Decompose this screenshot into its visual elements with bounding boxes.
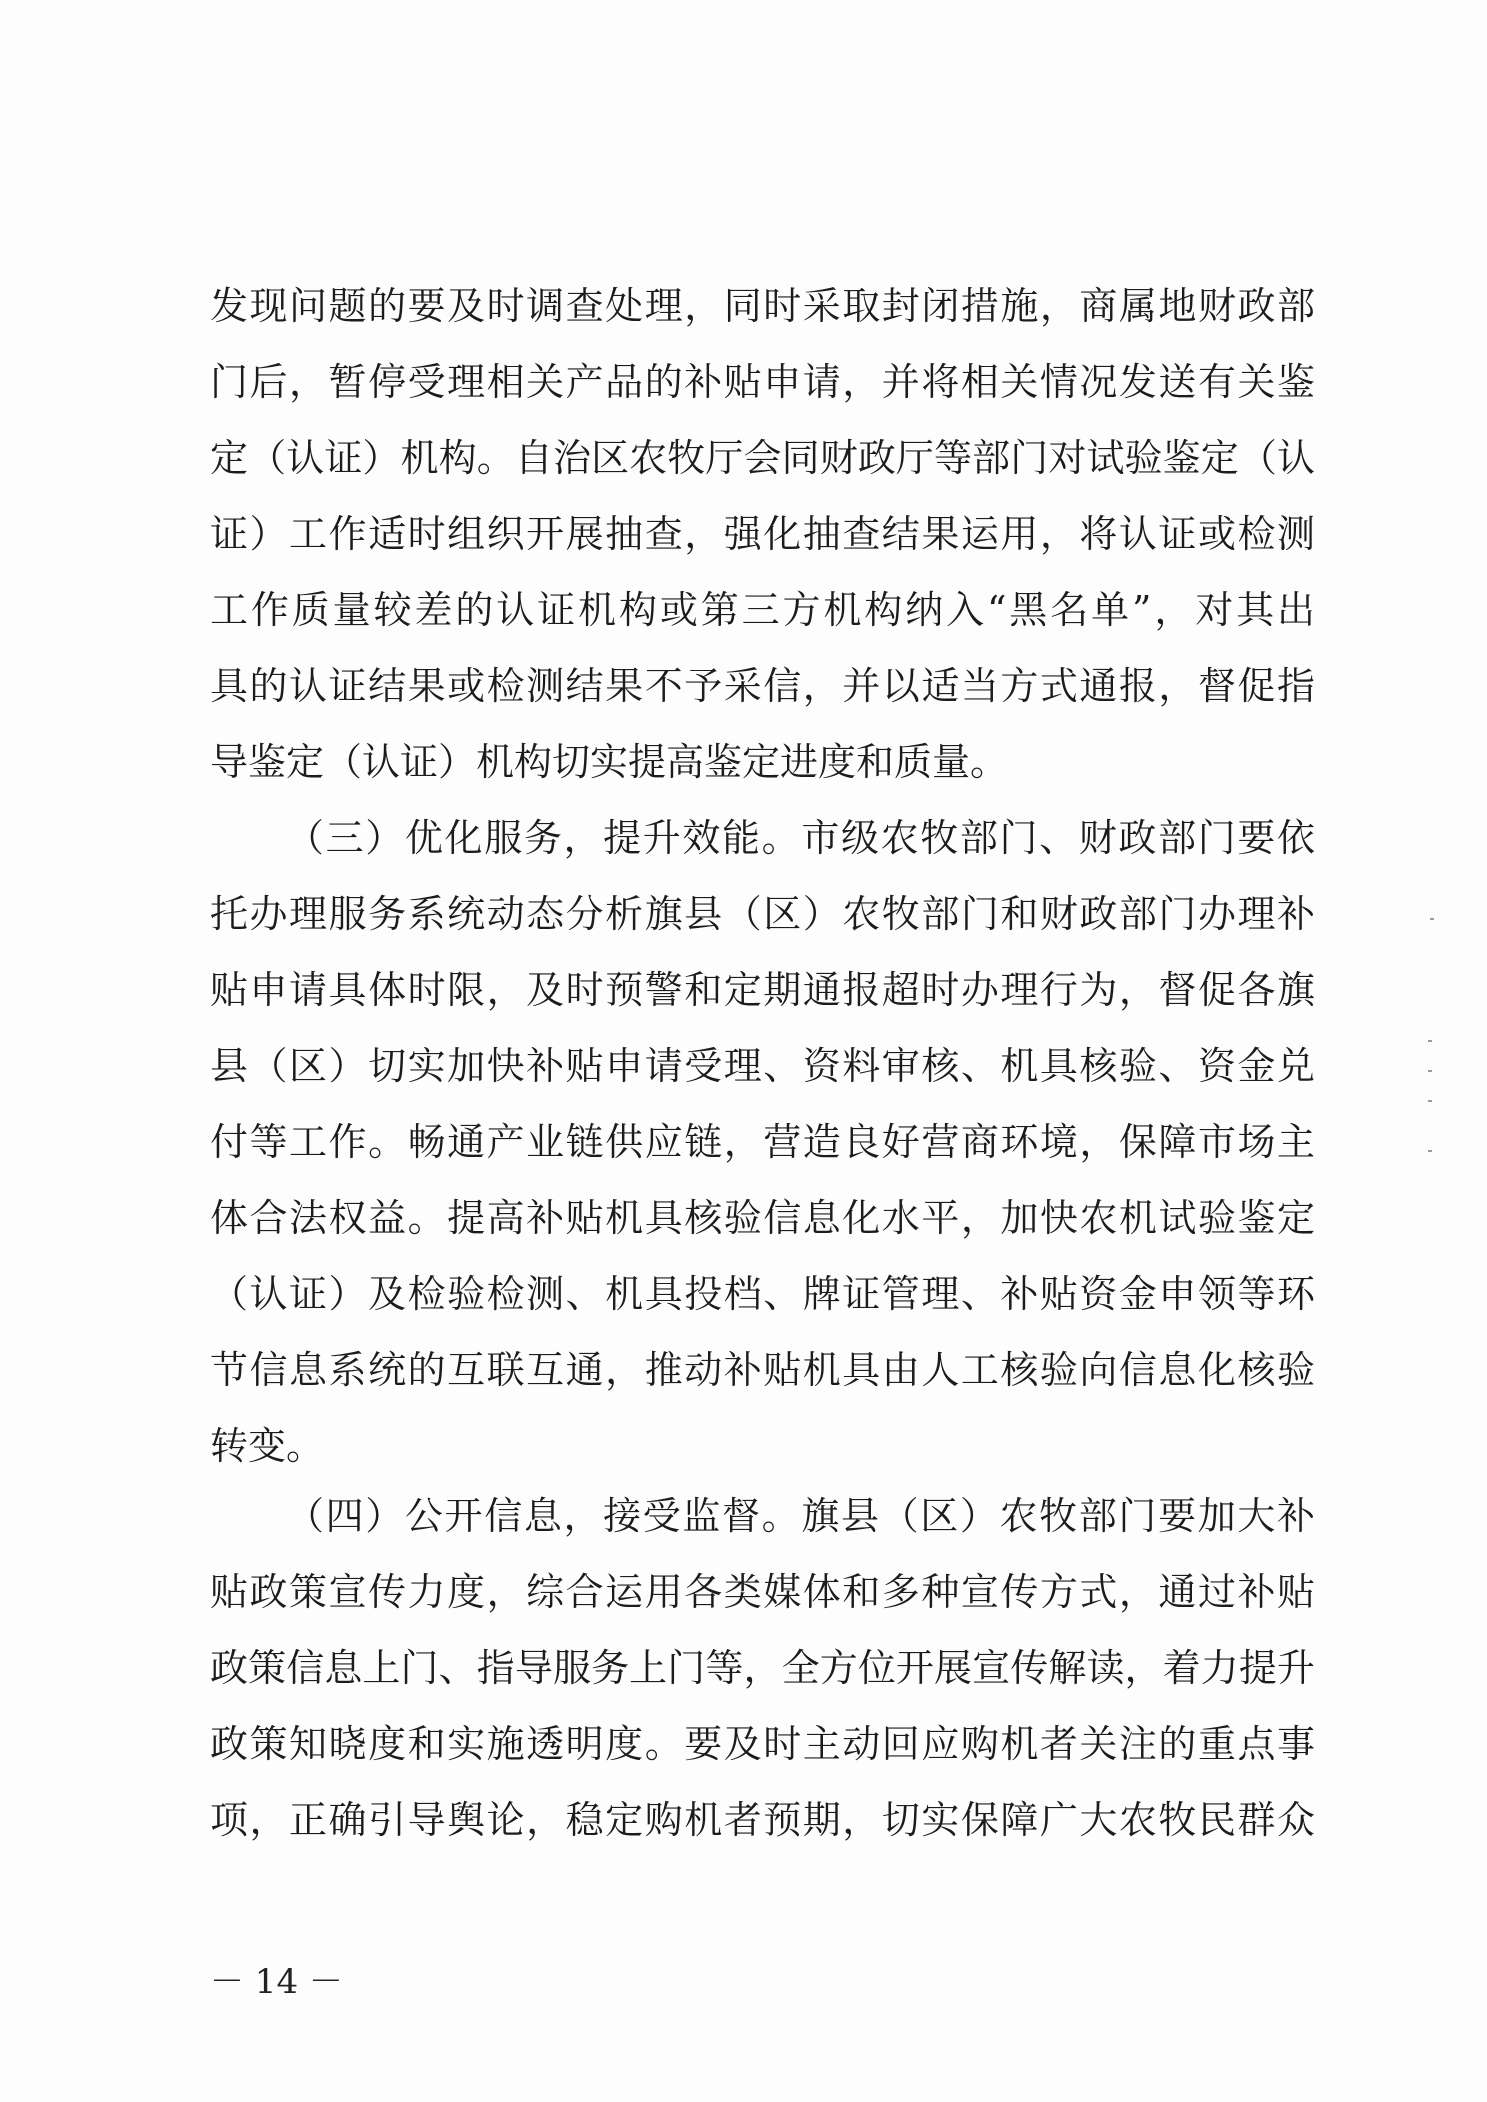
text-line: 发现问题的要及时调查处理，同时采取封闭措施，商属地财政部 xyxy=(210,284,1315,328)
text-line: 门后，暂停受理相关产品的补贴申请，并将相关情况发送有关鉴 xyxy=(210,360,1315,404)
scan-speck xyxy=(1428,1070,1432,1072)
text-line: 节信息系统的互联互通，推动补贴机具由人工核验向信息化核验 xyxy=(210,1348,1315,1392)
text-line: 贴申请具体时限，及时预警和定期通报超时办理行为，督促各旗 xyxy=(210,968,1315,1012)
text-line: （三）优化服务，提升效能。市级农牧部门、财政部门要依 xyxy=(286,816,1315,860)
text-line: 转变。 xyxy=(210,1424,325,1468)
text-line: 政策信息上门、指导服务上门等，全方位开展宣传解读，着力提升 xyxy=(210,1646,1315,1690)
text-line: 政策知晓度和实施透明度。要及时主动回应购机者关注的重点事 xyxy=(210,1722,1315,1766)
text-line: 贴政策宣传力度，综合运用各类媒体和多种宣传方式，通过补贴 xyxy=(210,1570,1315,1614)
text-line: 付等工作。畅通产业链供应链，营造良好营商环境，保障市场主 xyxy=(210,1120,1315,1164)
text-line: 托办理服务系统动态分析旗县（区）农牧部门和财政部门办理补 xyxy=(210,892,1315,936)
scan-speck xyxy=(1430,918,1434,920)
text-line: 具的认证结果或检测结果不予采信，并以适当方式通报，督促指 xyxy=(210,664,1315,708)
scan-speck xyxy=(1428,1150,1432,1152)
text-line: （认证）及检验检测、机具投档、牌证管理、补贴资金申领等环 xyxy=(210,1272,1315,1316)
text-line: 工作质量较差的认证机构或第三方机构纳入“黑名单”，对其出 xyxy=(210,588,1315,632)
text-line: 县（区）切实加快补贴申请受理、资料审核、机具核验、资金兑 xyxy=(210,1044,1315,1088)
section-three-paragraph xyxy=(210,800,1315,1484)
text-line: 证）工作适时组织开展抽查，强化抽查结果运用，将认证或检测 xyxy=(210,512,1315,556)
scan-speck xyxy=(1428,1100,1432,1102)
section-four-paragraph xyxy=(210,1478,1315,1858)
page-number: － 14 － xyxy=(210,1962,343,2002)
paragraph-continuation xyxy=(210,268,1315,800)
text-line: 体合法权益。提高补贴机具核验信息化水平，加快农机试验鉴定 xyxy=(210,1196,1315,1240)
scan-speck xyxy=(1428,1040,1432,1042)
text-line: 导鉴定（认证）机构切实提高鉴定进度和质量。 xyxy=(210,740,1009,784)
text-line: 项，正确引导舆论，稳定购机者预期，切实保障广大农牧民群众 xyxy=(210,1798,1315,1842)
text-line: 定（认证）机构。自治区农牧厅会同财政厅等部门对试验鉴定（认 xyxy=(210,436,1315,480)
text-line: （四）公开信息，接受监督。旗县（区）农牧部门要加大补 xyxy=(286,1494,1315,1538)
